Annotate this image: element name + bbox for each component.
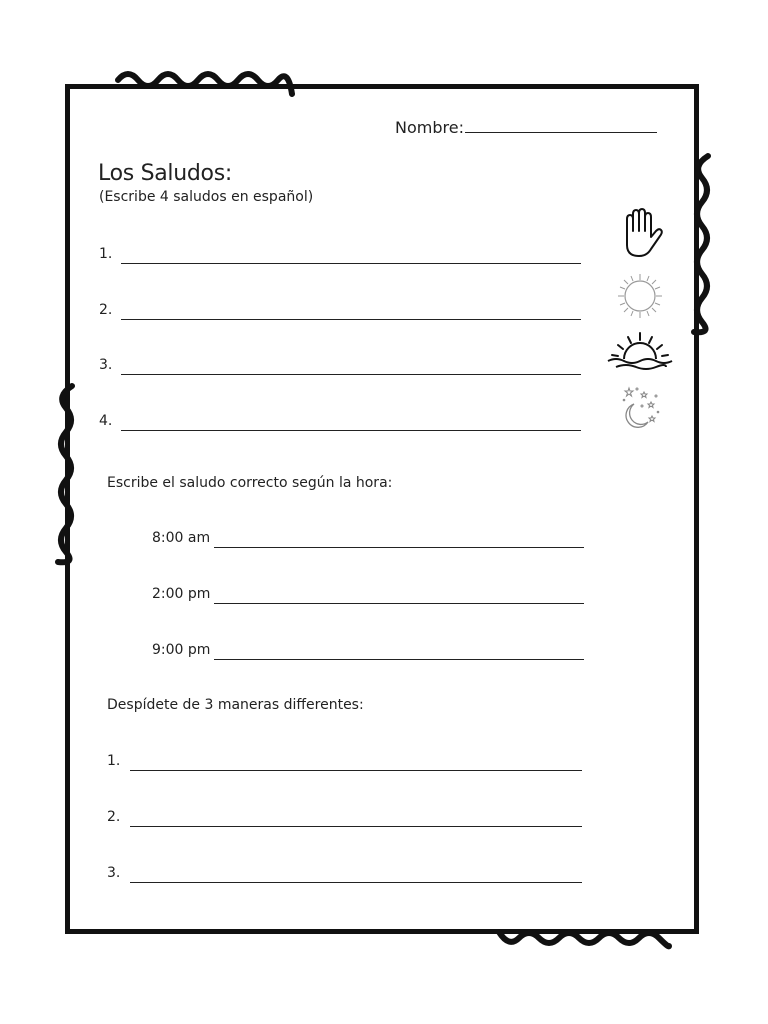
greeting-answer-row[interactable] [99, 357, 581, 377]
answer-line[interactable] [121, 430, 581, 431]
item-number: 3. [107, 865, 121, 881]
greeting-answer-row[interactable] [99, 302, 581, 322]
time-label: 9:00 pm [152, 642, 211, 658]
time-answer-row[interactable] [152, 642, 584, 662]
sunset-icon [606, 331, 674, 371]
time-greeting-instruction: Escribe el saludo correcto según la hora: [107, 475, 393, 491]
page-title: Los Saludos: [98, 161, 232, 186]
name-field[interactable] [395, 116, 657, 137]
answer-line[interactable] [121, 319, 581, 320]
time-label: 8:00 am [152, 530, 211, 546]
squiggle-left-decoration [50, 380, 82, 566]
answer-line[interactable] [121, 374, 581, 375]
time-answer-row[interactable] [152, 530, 584, 550]
answer-line[interactable] [130, 882, 582, 883]
waving-hand-icon [615, 207, 665, 259]
name-label: Nombre: [395, 118, 464, 137]
squiggle-right-decoration [686, 150, 718, 336]
time-answer-row[interactable] [152, 586, 584, 606]
squiggle-bottom-decoration [495, 926, 675, 954]
answer-line[interactable] [214, 659, 584, 660]
answer-line[interactable] [130, 770, 582, 771]
farewell-instruction: Despídete de 3 maneras differentes: [107, 697, 364, 713]
moon-stars-icon [618, 384, 662, 430]
sun-icon [615, 272, 665, 320]
item-number: 3. [99, 357, 113, 373]
greeting-answer-row[interactable] [99, 246, 581, 266]
item-number: 1. [107, 753, 121, 769]
farewell-answer-row[interactable] [107, 753, 582, 773]
item-number: 1. [99, 246, 113, 262]
answer-line[interactable] [121, 263, 581, 264]
item-number: 4. [99, 413, 113, 429]
item-number: 2. [99, 302, 113, 318]
farewell-answer-row[interactable] [107, 809, 582, 829]
answer-line[interactable] [214, 547, 584, 548]
name-blank-line[interactable] [465, 116, 657, 133]
answer-line[interactable] [130, 826, 582, 827]
squiggle-top-decoration [115, 70, 295, 100]
farewell-answer-row[interactable] [107, 865, 582, 885]
greeting-answer-row[interactable] [99, 413, 581, 433]
page-subtitle: (Escribe 4 saludos en español) [99, 189, 314, 205]
worksheet-border [65, 84, 699, 934]
item-number: 2. [107, 809, 121, 825]
time-label: 2:00 pm [152, 586, 211, 602]
answer-line[interactable] [214, 603, 584, 604]
